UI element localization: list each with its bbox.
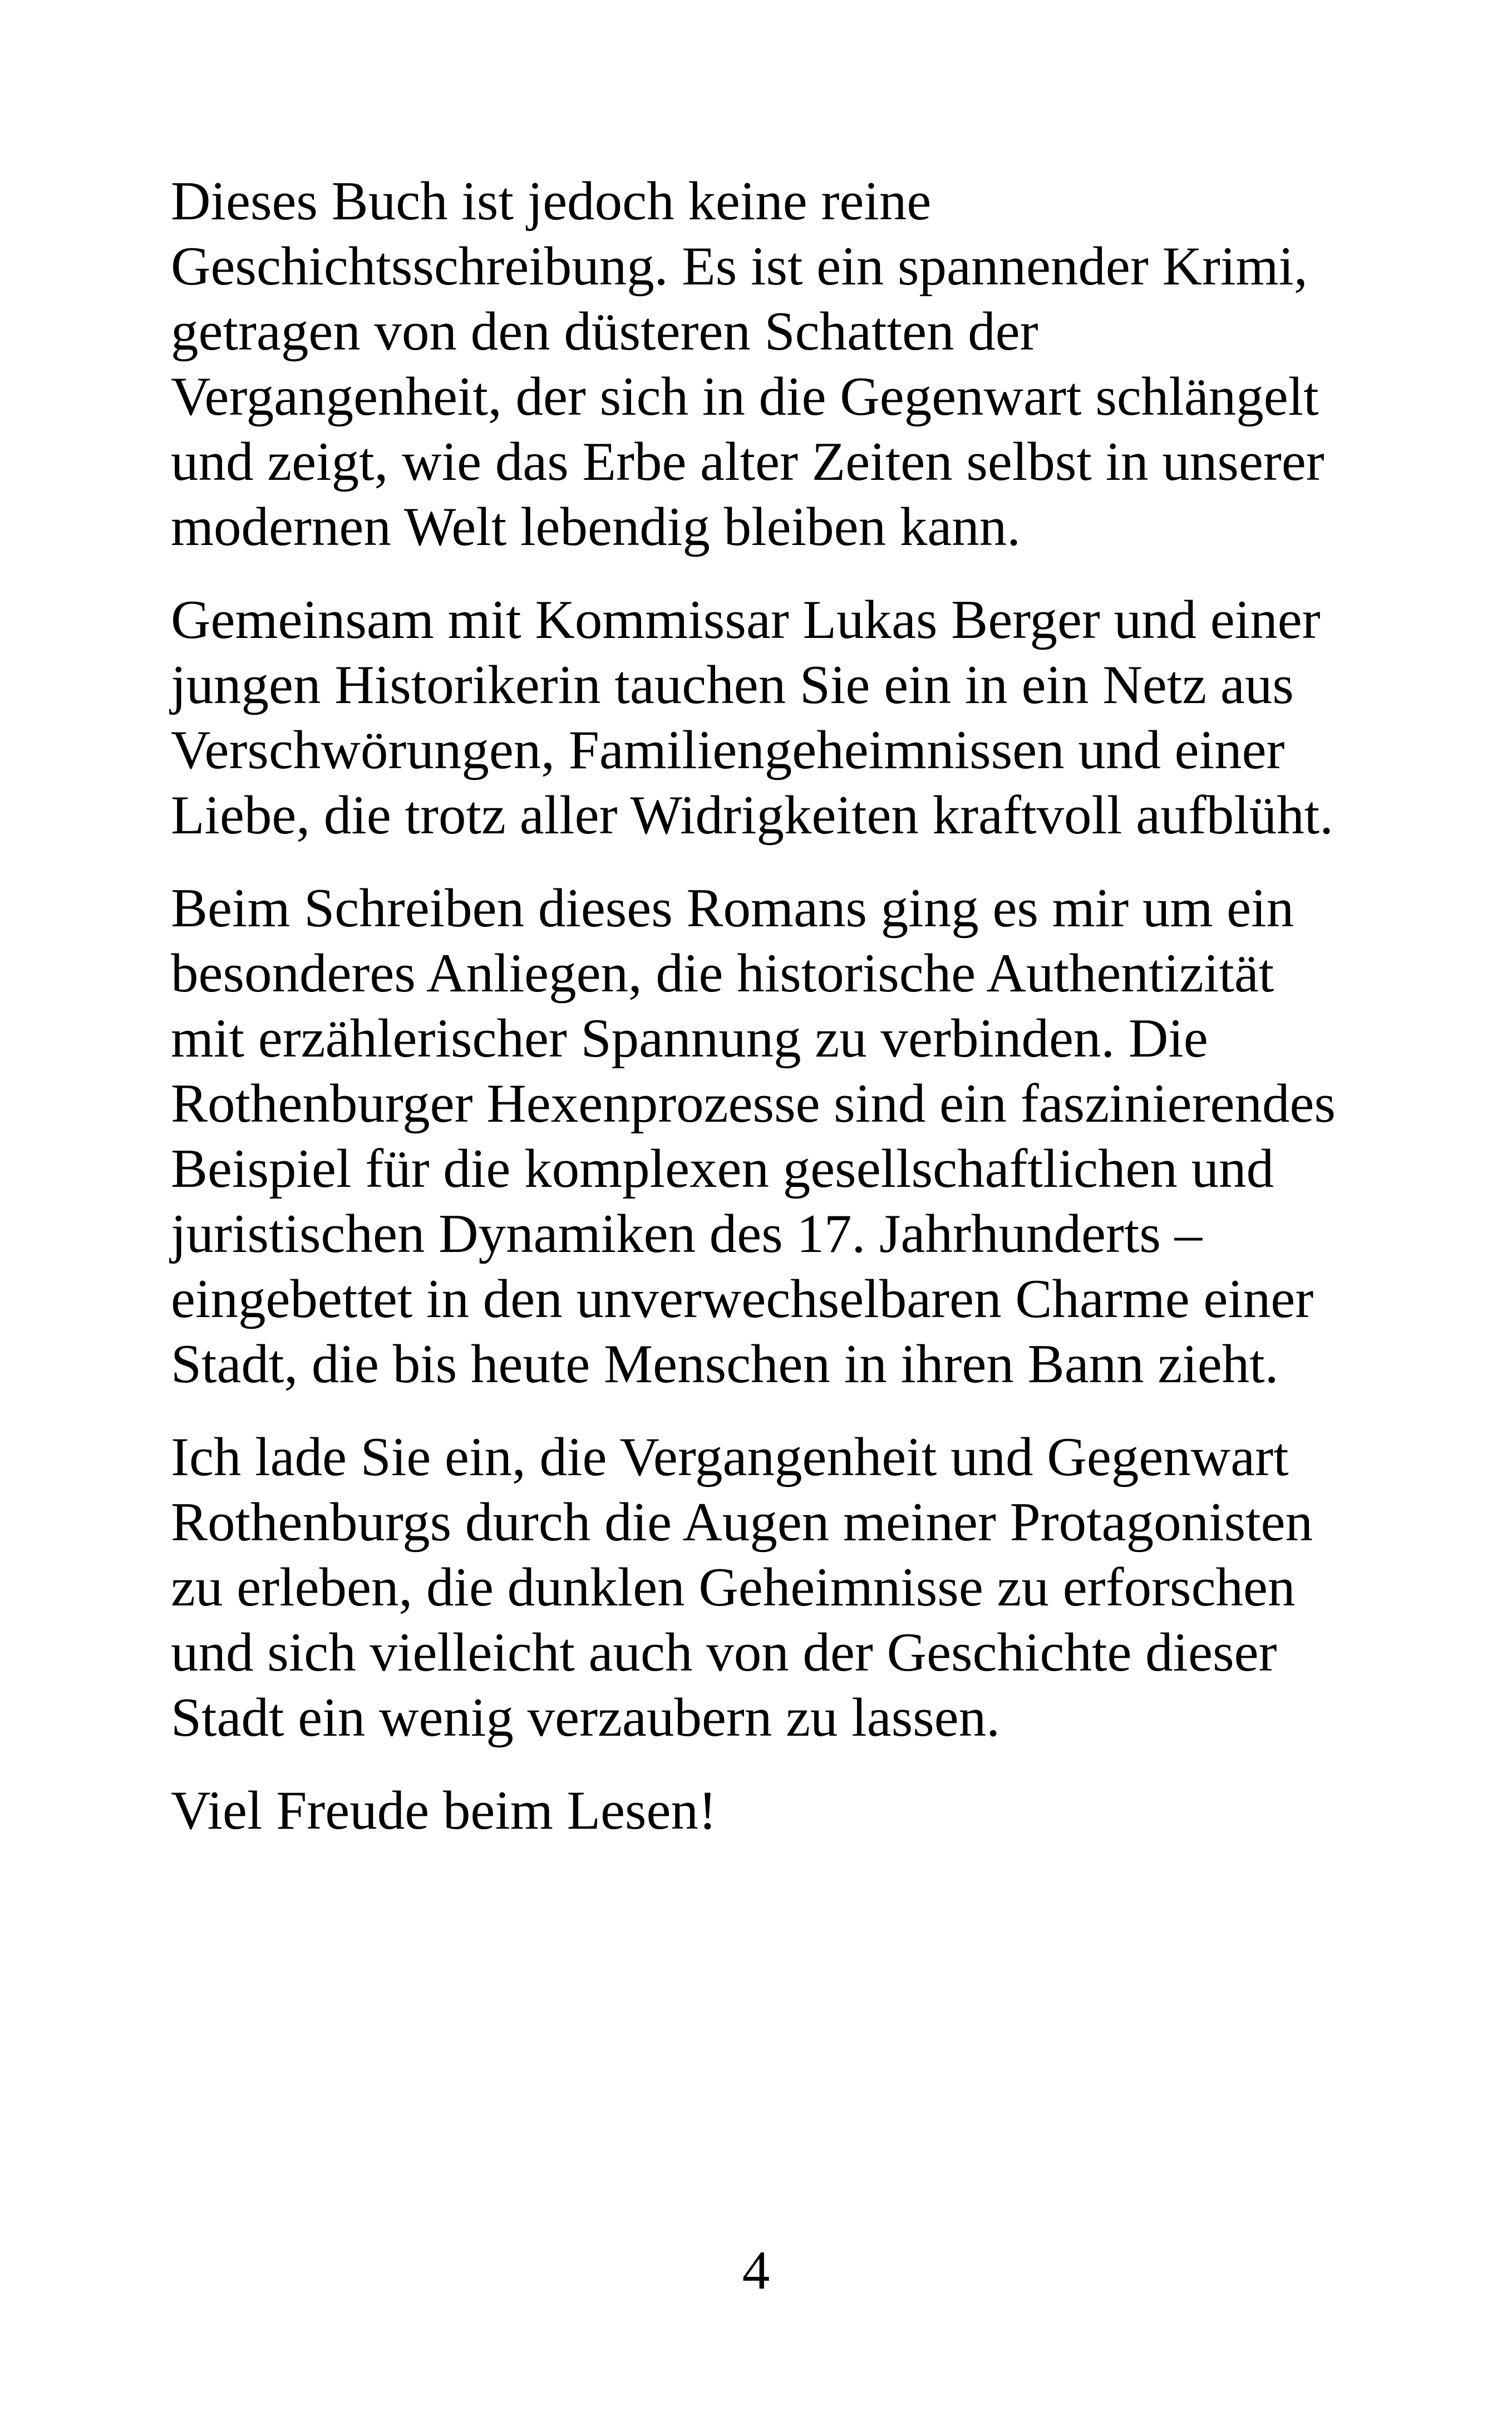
- text-line: Rothenburgs durch die Augen meiner Protagonisten: [171, 1492, 1313, 1553]
- paragraph: [171, 876, 1395, 1397]
- page-number: 4: [742, 2240, 770, 2301]
- text-line: jungen Historikerin tauchen Sie ein in ein Netz aus: [171, 655, 1294, 715]
- text-line: eingebettet in den unverwechselbaren Charme einer: [171, 1269, 1314, 1329]
- text-line: und zeigt, wie das Erbe alter Zeiten selbst in unserer: [171, 431, 1324, 492]
- text-line: Ich lade Sie ein, die Vergangenheit und Gegenwart: [171, 1427, 1289, 1487]
- text-line: Vergangenheit, der sich in die Gegenwart schlängelt: [171, 366, 1319, 427]
- text-line: Stadt ein wenig verzaubern zu lassen.: [171, 1687, 1000, 1748]
- text-line: Verschwörungen, Familiengeheimnissen und einer: [171, 720, 1285, 780]
- body-text: [171, 169, 1395, 1871]
- text-line: Liebe, die trotz aller Widrigkeiten kraftvoll aufblüht.: [171, 785, 1333, 846]
- text-line: Gemeinsam mit Kommissar Lukas Berger und einer: [171, 590, 1321, 650]
- text-line: Dieses Buch ist jedoch keine reine: [171, 171, 932, 232]
- text-line: und sich vielleicht auch von der Geschichte dieser: [171, 1622, 1277, 1683]
- paragraph: [171, 169, 1395, 559]
- text-line: Stadt, die bis heute Menschen in ihren Bann zieht.: [171, 1334, 1279, 1394]
- text-line: Geschichtsschreibung. Es ist ein spannender Krimi,: [171, 236, 1308, 297]
- text-line: getragen von den düsteren Schatten der: [171, 301, 1038, 362]
- text-line: Viel Freude beim Lesen!: [171, 1780, 717, 1841]
- text-line: modernen Welt lebendig bleiben kann.: [171, 497, 1021, 557]
- text-line: Beispiel für die komplexen gesellschaftlichen und: [171, 1138, 1274, 1199]
- text-line: Rothenburger Hexenprozesse sind ein faszinierendes: [171, 1073, 1336, 1134]
- text-line: zu erleben, die dunklen Geheimnisse zu erforschen: [171, 1557, 1296, 1618]
- text-line: besonderes Anliegen, die historische Authentizität: [171, 943, 1274, 1004]
- text-line: Beim Schreiben dieses Romans ging es mir um ein: [171, 878, 1294, 939]
- text-line: mit erzählerischer Spannung zu verbinden. Die: [171, 1008, 1208, 1069]
- paragraph: [171, 587, 1395, 848]
- paragraph: [171, 1778, 1395, 1843]
- text-line: juristischen Dynamiken des 17. Jahrhunderts –: [171, 1204, 1203, 1264]
- paragraph: [171, 1425, 1395, 1750]
